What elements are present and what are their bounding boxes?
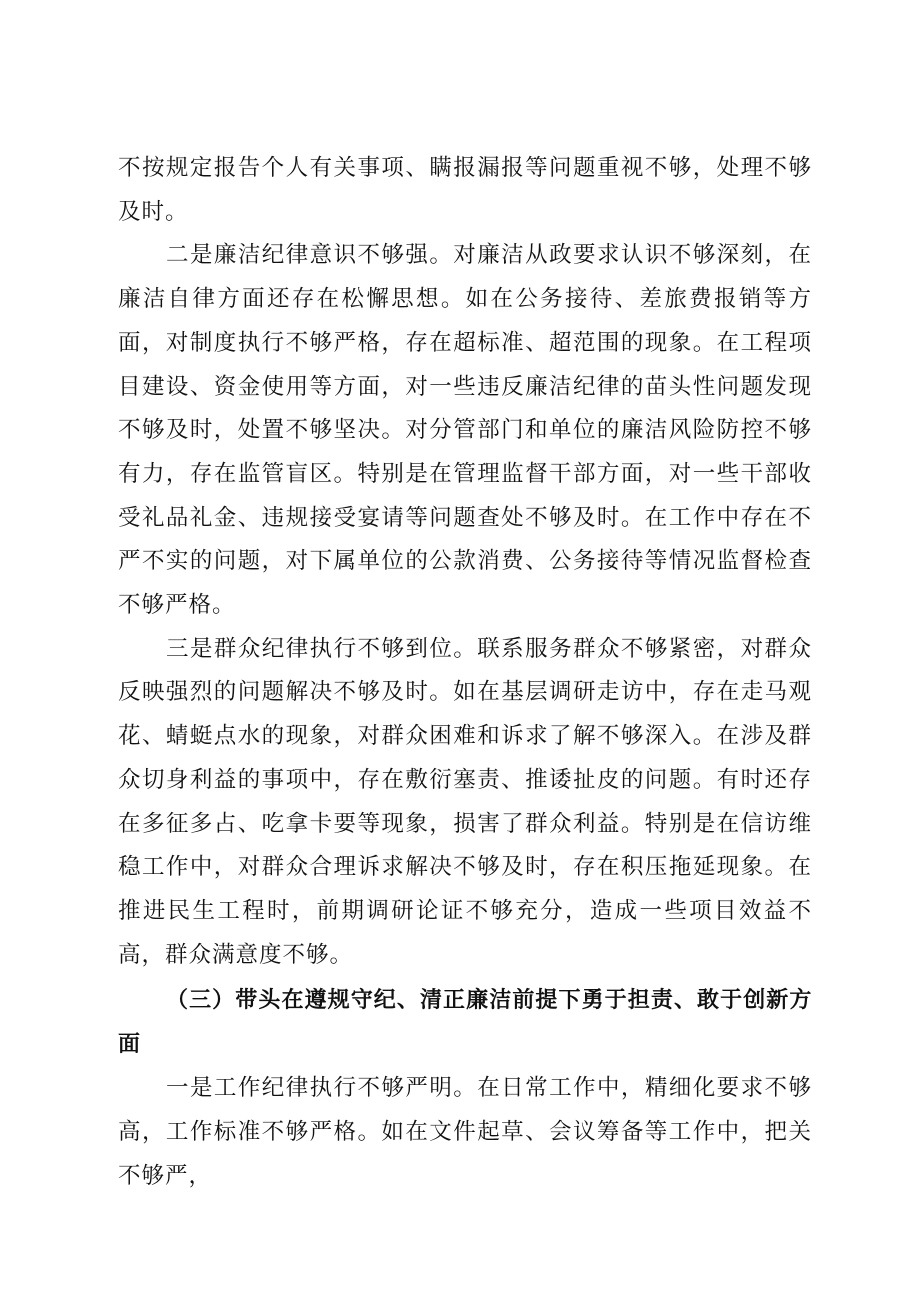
paragraph-continuation: 不按规定报告个人有关事项、瞒报漏报等问题重视不够，处理不够及时。	[118, 155, 812, 225]
paragraph-integrity-discipline: 二是廉洁纪律意识不够强。对廉洁从政要求认识不够深刻，在廉洁自律方面还存在松懈思想。如在公务接待、差旅费报销等方面，对制度执行不够严格，存在超标准、超范围的现象。在工程项目建设、资金使用等方面，对一些违反廉洁纪律的苗头性问题发现不够及时，处置不够坚决。对分管部门和单位的廉洁风险防控不够有力，存在监管盲区。特别是在管理监督干部方面，对一些干部收受礼品礼金、违规接受宴请等问题查处不够及时。在工作中存在不严不实的问题，对下属单位的公款消费、公务接待等情况监督检查不够严格。	[118, 242, 812, 619]
document-body	[118, 147, 812, 1198]
paragraph-mass-discipline: 三是群众纪律执行不够到位。联系服务群众不够紧密，对群众反映强烈的问题解决不够及时。如在基层调研走访中，存在走马观花、蜻蜓点水的现象，对群众困难和诉求了解不够深入。在涉及群众切身利益的事项中，存在敷衍塞责、推诿扯皮的问题。有时还存在多征多占、吃拿卡要等现象，损害了群众利益。特别是在信访维稳工作中，对群众合理诉求解决不够及时，存在积压拖延现象。在推进民生工程时，前期调研论证不够充分，造成一些项目效益不高，群众满意度不够。	[118, 635, 812, 968]
section-heading: （三）带头在遵规守纪、清正廉洁前提下勇于担责、敢于创新方面	[118, 988, 812, 1058]
paragraph-work-discipline: 一是工作纪律执行不够严明。在日常工作中，精细化要求不够高，工作标准不够严格。如在文件起草、会议筹备等工作中，把关不够严，	[118, 1075, 812, 1189]
